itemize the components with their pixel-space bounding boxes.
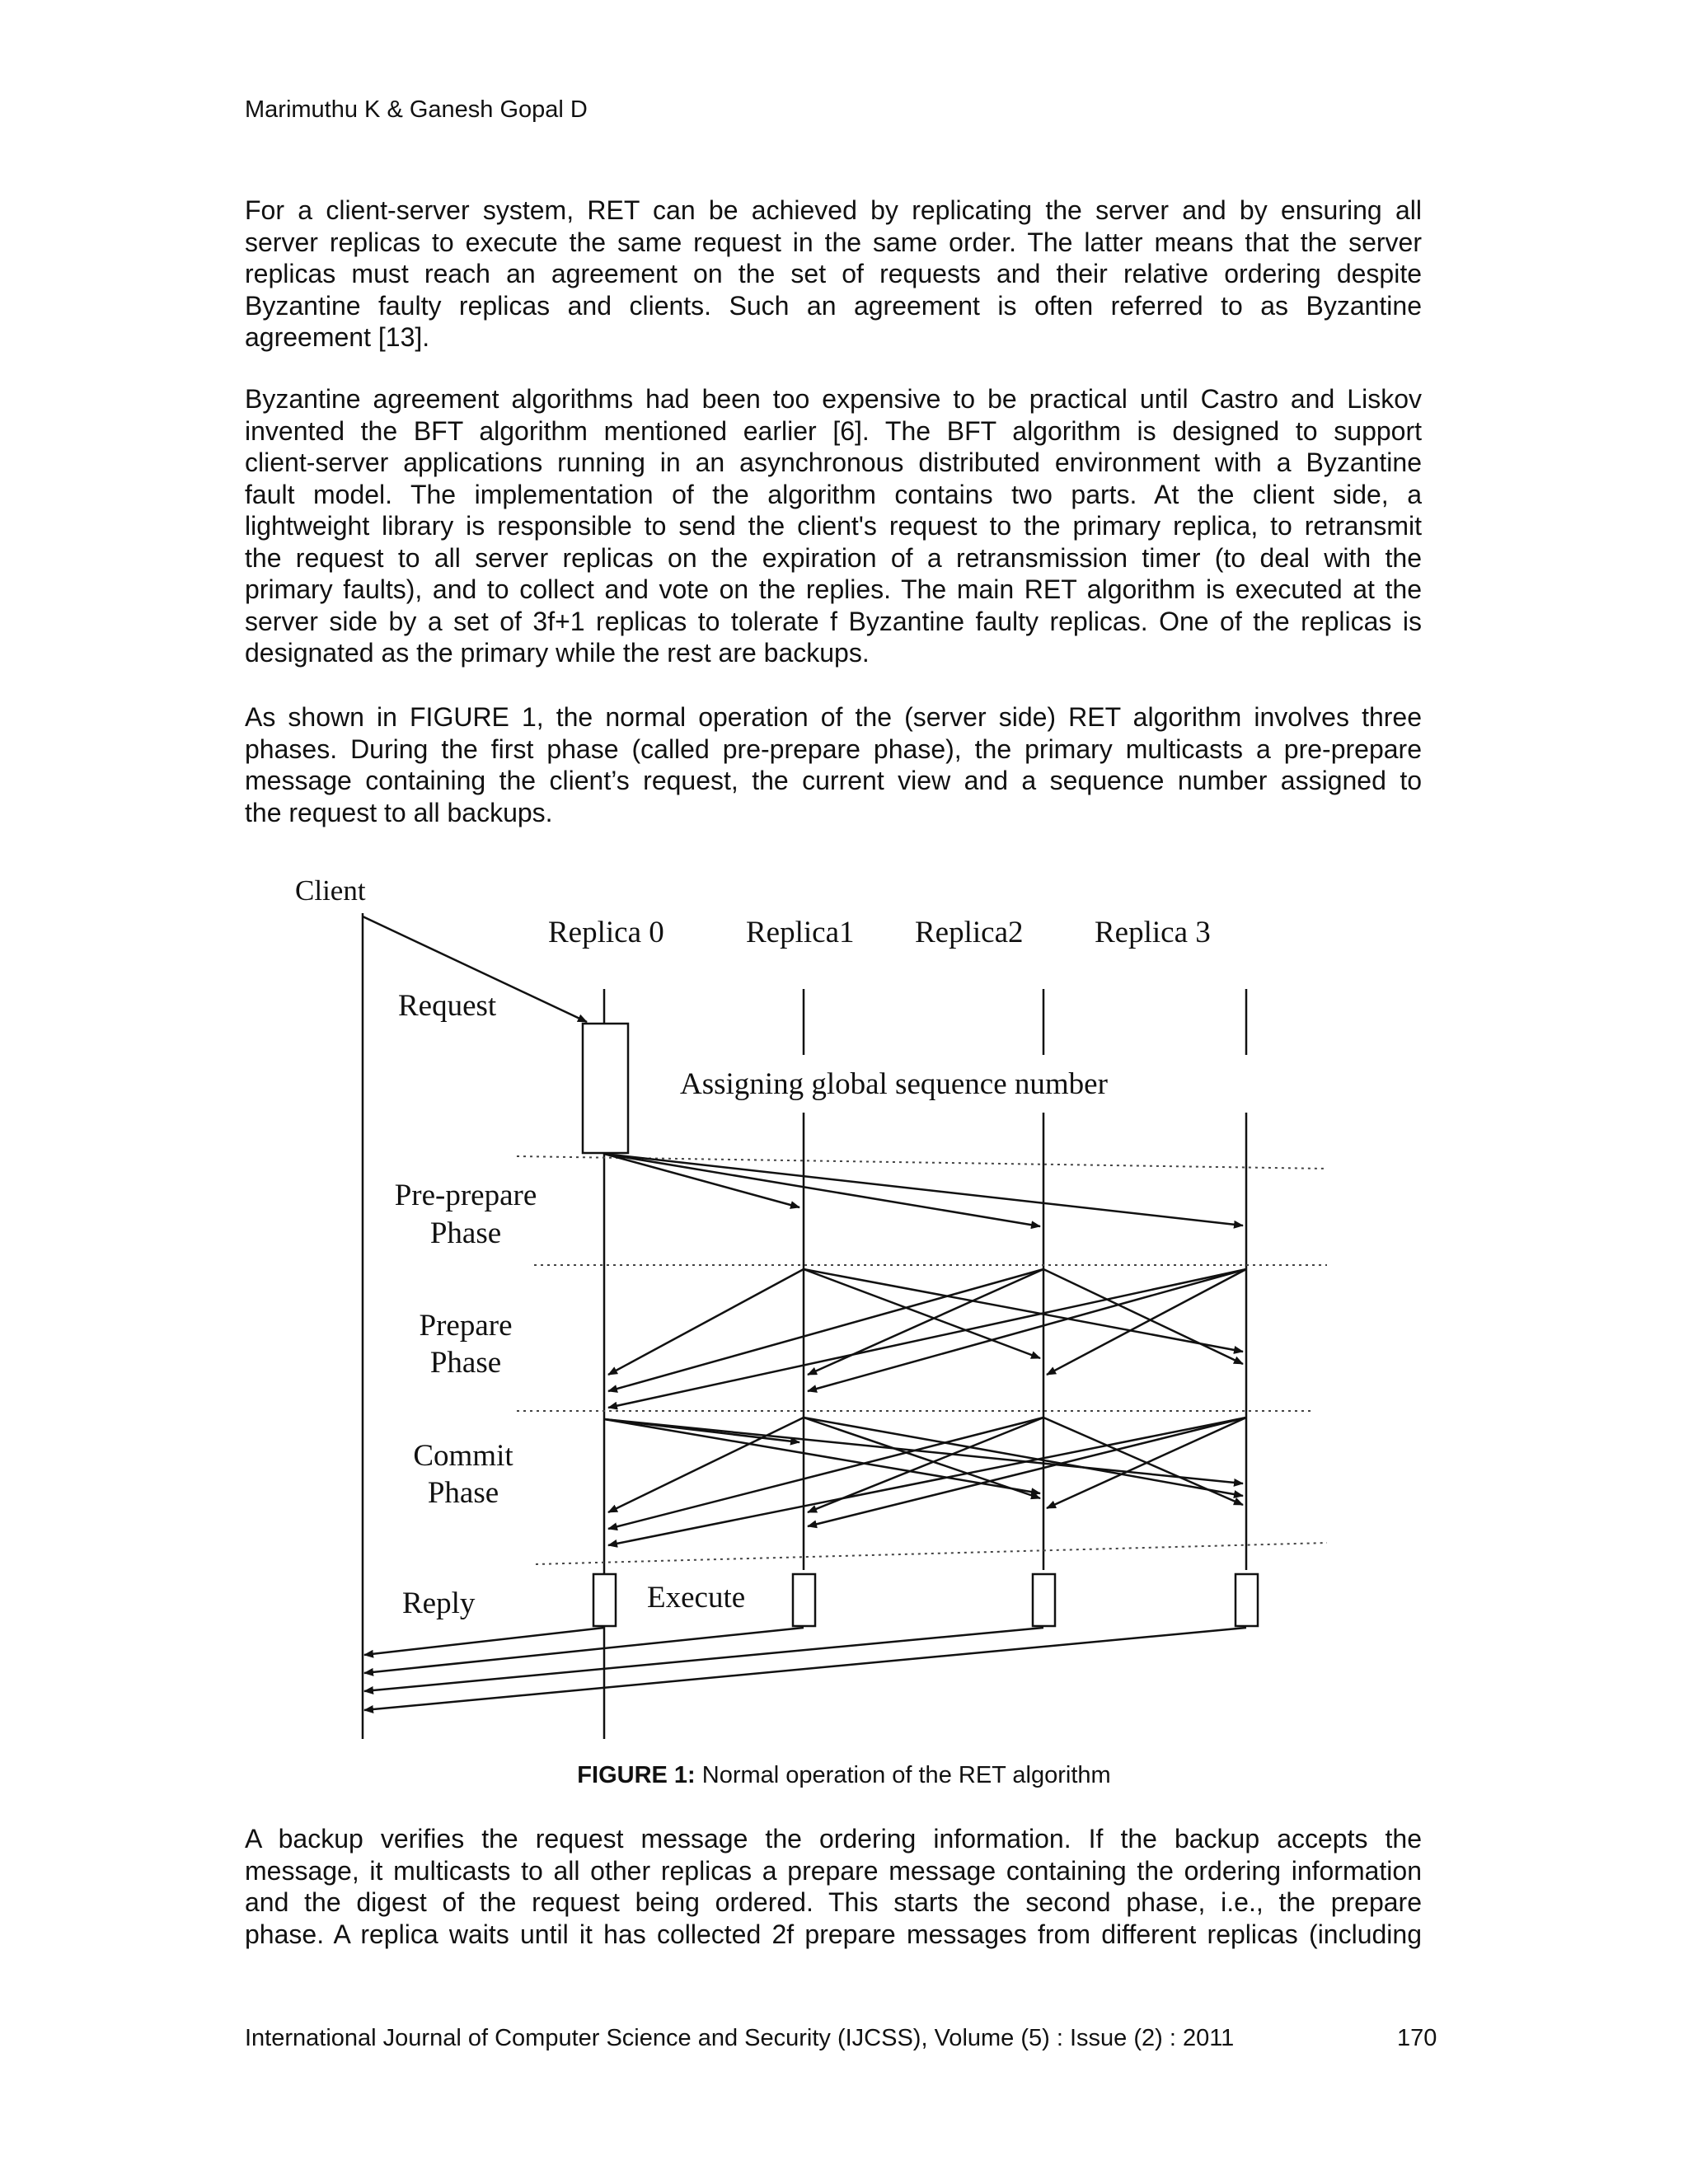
- reply-arrow: [364, 1628, 804, 1673]
- prepare-arrow: [808, 1269, 1246, 1391]
- figure-caption: [0, 1762, 1688, 1789]
- commit-arrows: [604, 1418, 1246, 1545]
- execute-label: Execute: [647, 1581, 746, 1615]
- commit-label: Commit: [413, 1439, 513, 1473]
- journal-footer: International Journal of Computer Science and Security (IJCSS), Volume (5) : Issue (2) : 2011: [245, 2025, 1235, 2051]
- prepare-label: Prepare: [419, 1309, 513, 1343]
- paragraph-line: server side by a set of 3f+1 replicas to tolerate f Byzantine faulty replicas. One of the replicas is: [245, 606, 1422, 636]
- preprepare-arrows: [604, 1154, 1243, 1226]
- paragraph-line: phase. A replica waits until it has collected 2f prepare messages from different replicas (including: [245, 1919, 1422, 1949]
- paragraph-line: fault model. The implementation of the algorithm contains two parts. At the client side, a: [245, 479, 1422, 509]
- paragraph-line: lightweight library is responsible to send the client's request to the primary replica, to retransmit: [245, 511, 1422, 541]
- commit-arrow: [808, 1418, 1246, 1526]
- page-number: 170: [1397, 2025, 1437, 2051]
- preprepare-label: Pre-prepare: [394, 1179, 537, 1212]
- paragraph-line: designated as the primary while the rest are backups.: [245, 638, 870, 668]
- paragraph-line: the request to all backups.: [245, 797, 553, 827]
- reply-arrows: [364, 1628, 1246, 1710]
- preprepare-phase-label: Phase: [429, 1216, 502, 1250]
- execute-box-replica1: [793, 1574, 815, 1626]
- paragraph-line: Byzantine agreement algorithms had been too expensive to be practical until Castro and Liskov: [245, 384, 1422, 414]
- commit-phase-label: Phase: [427, 1476, 499, 1510]
- preprepare-arrow: [604, 1154, 1040, 1226]
- paragraph-line: and the digest of the request being ordered. This starts the second phase, i.e., the prepare: [245, 1887, 1422, 1917]
- commit-arrow: [608, 1418, 1043, 1529]
- prepare-arrow: [608, 1269, 804, 1375]
- reply-arrow: [364, 1628, 604, 1655]
- prepare-arrow: [804, 1269, 1040, 1358]
- prepare-phase-label: Phase: [429, 1346, 502, 1380]
- paragraph-line: For a client-server system, RET can be achieved by replicating the server and by ensuring all: [245, 195, 1422, 225]
- paragraph-line: A backup verifies the request message the ordering information. If the backup accepts the: [245, 1824, 1422, 1854]
- reply-label: Reply: [402, 1586, 476, 1620]
- replica1-label: Replica1: [746, 916, 855, 949]
- paragraph-line: agreement [13].: [245, 322, 430, 352]
- paragraph-line: message containing the client’s request, the current view and a sequence number assigned to: [245, 766, 1422, 795]
- paragraph-line: phases. During the first phase (called pre-prepare phase), the primary multicasts a pre-prepare: [245, 733, 1422, 764]
- paragraph-line: invented the BFT algorithm mentioned earlier [6]. The BFT algorithm is designed to support: [245, 415, 1422, 446]
- paragraph-4: [245, 1823, 1422, 1950]
- commit-arrow: [804, 1418, 1243, 1496]
- paragraph-line: Byzantine faulty replicas and clients. Such an agreement is often referred to as Byzantine: [245, 290, 1422, 321]
- paragraph-line: primary faults), and to collect and vote on the replies. The main RET algorithm is executed at the: [245, 574, 1422, 604]
- request-label: Request: [398, 989, 497, 1023]
- running-header: Marimuthu K & Ganesh Gopal D: [245, 96, 588, 123]
- client-label: Client: [295, 874, 366, 907]
- prepare-arrow: [608, 1269, 1043, 1391]
- paragraph-line: the request to all server replicas on the expiration of a retransmission timer (to deal with the: [245, 542, 1422, 573]
- replica0-label: Replica 0: [548, 916, 664, 949]
- paragraph-line: message, it multicasts to all other replicas a prepare message containing the ordering information: [245, 1855, 1422, 1886]
- request-processing-box: [583, 1024, 628, 1153]
- replica2-label: Replica2: [915, 916, 1024, 949]
- execute-box-replica3: [1236, 1574, 1258, 1626]
- caption-text: Normal operation of the RET algorithm: [695, 1762, 1111, 1788]
- separator-commit: [536, 1543, 1327, 1564]
- paragraph-line: client-server applications running in an asynchronous distributed environment with a Byzantine: [245, 448, 1422, 477]
- commit-arrow: [804, 1418, 1040, 1498]
- prepare-arrow: [804, 1269, 1243, 1352]
- caption-label: FIGURE 1:: [577, 1762, 696, 1788]
- paragraph-line: As shown in FIGURE 1, the normal operation of the (server side) RET algorithm involves three: [245, 702, 1422, 732]
- paragraph-line: server replicas to execute the same request in the same order. The latter means that the server: [245, 227, 1422, 257]
- execute-box-replica2: [1033, 1574, 1055, 1626]
- prepare-arrow: [608, 1269, 1246, 1408]
- preprepare-arrow: [604, 1154, 1243, 1226]
- paragraph-line: replicas must reach an agreement on the set of requests and their relative ordering despite: [245, 259, 1422, 288]
- execute-box-replica0: [593, 1574, 616, 1626]
- replica3-label: Replica 3: [1095, 916, 1211, 949]
- assign-sequence-label: Assigning global sequence number: [680, 1067, 1108, 1101]
- prepare-arrows: [608, 1269, 1246, 1408]
